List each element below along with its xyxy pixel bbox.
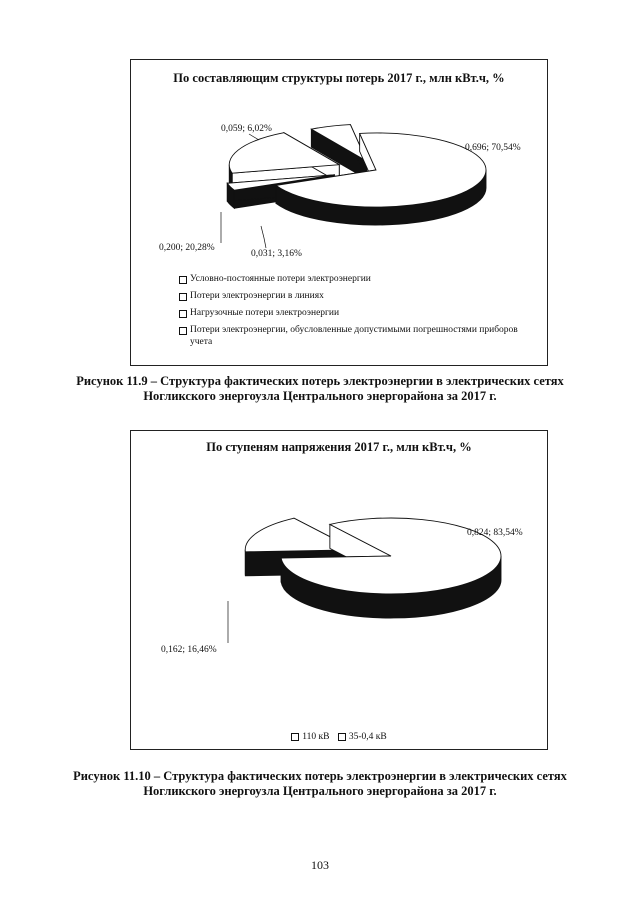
chart-1 <box>130 59 548 366</box>
legend-swatch <box>179 327 187 335</box>
legend-swatch <box>179 276 187 284</box>
figure-caption-1: Рисунок 11.9 – Структура фактических потерь электроэнергии в электрических сетях Ногликского энергоузла Центрального энергорайона за 2017 г. <box>76 374 564 403</box>
legend-item-2: Потери электроэнергии в линиях <box>179 290 539 302</box>
page-number: 103 <box>311 858 329 872</box>
figure-caption-2: Рисунок 11.10 – Структура фактических потерь электроэнергии в электрических сетях Ногликского энергоузла Центрального энергорайона за 2017 г. <box>73 769 567 798</box>
legend-swatch <box>338 733 346 741</box>
legend-swatch <box>179 310 187 318</box>
chart-1-pie <box>131 60 547 270</box>
chart-2-pie <box>131 431 547 711</box>
data-label: 0,824; 83,54% <box>467 528 523 538</box>
data-label: 0,696; 70,54% <box>465 143 521 153</box>
leader-line <box>249 134 259 140</box>
chart-2 <box>130 430 548 750</box>
legend-item-3: Нагрузочные потери электроэнергии <box>179 307 539 319</box>
leader-line <box>261 226 266 248</box>
legend-swatch <box>179 293 187 301</box>
data-label: 0,059; 6,02% <box>221 124 272 134</box>
chart-2-legend <box>131 732 547 744</box>
chart-1-legend <box>179 273 539 353</box>
chart-1-title: По составляющим структуры потерь 2017 г., млн кВт.ч, % <box>173 71 505 85</box>
chart-2-title: По ступеням напряжения 2017 г., млн кВт.ч, % <box>206 440 472 454</box>
legend-item-1: Условно-постоянные потери электроэнергии <box>179 273 539 285</box>
legend-item-2: 35-0,4 кВ <box>338 732 387 742</box>
data-label: 0,162; 16,46% <box>161 645 217 655</box>
data-label: 0,031; 3,16% <box>251 249 302 259</box>
legend-item-1: 110 кВ <box>291 732 329 742</box>
data-label: 0,200; 20,28% <box>159 243 215 253</box>
legend-swatch <box>291 733 299 741</box>
legend-item-4: Потери электроэнергии, обусловленные допустимыми погрешностями приборов учета <box>179 324 539 348</box>
